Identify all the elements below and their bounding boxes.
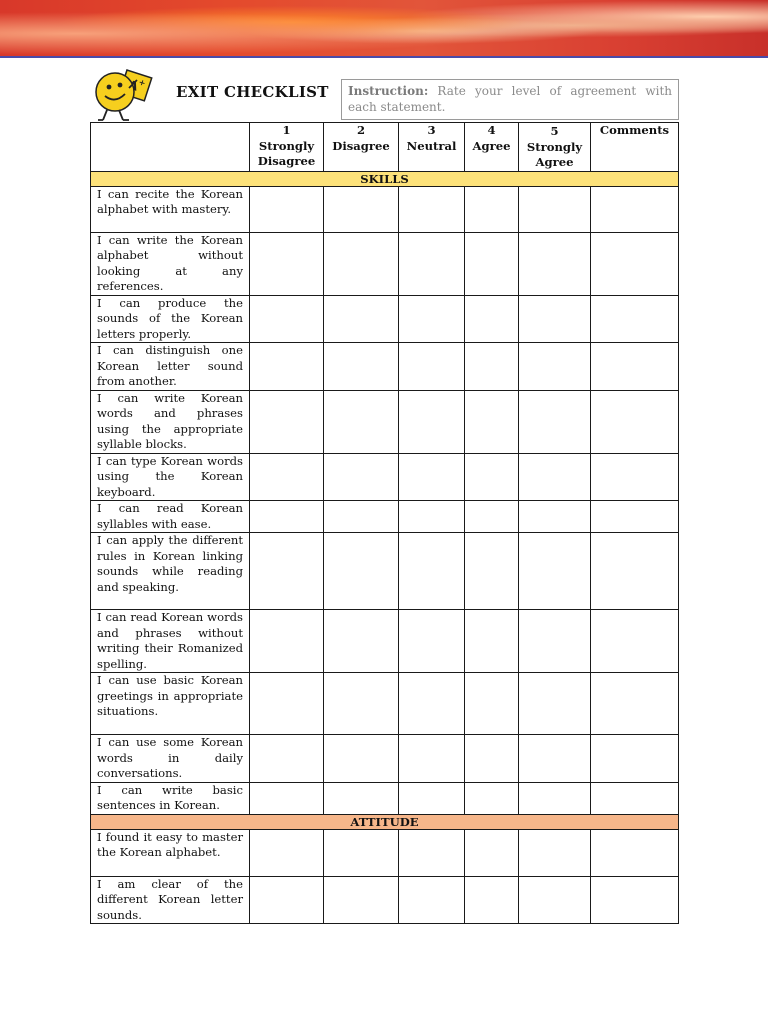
statement-text: I can use some Korean words in daily conversations. bbox=[91, 735, 250, 783]
rating-cell-5[interactable] bbox=[519, 735, 591, 783]
rating-cell-3[interactable] bbox=[399, 829, 465, 876]
instruction-box bbox=[341, 79, 679, 120]
rating-cell-2[interactable] bbox=[324, 343, 399, 391]
statement-row bbox=[91, 186, 679, 232]
rating-cell-4[interactable] bbox=[465, 390, 519, 453]
rating-cell-3[interactable] bbox=[399, 295, 465, 343]
checklist-table bbox=[90, 122, 679, 924]
statement-text: I can use basic Korean greetings in appropriate situations. bbox=[91, 673, 250, 735]
scale-header-3: 3 Neutral bbox=[399, 123, 465, 172]
rating-cell-1[interactable] bbox=[250, 610, 324, 673]
rating-cell-1[interactable] bbox=[250, 876, 324, 924]
rating-cell-1[interactable] bbox=[250, 782, 324, 814]
comments-cell[interactable] bbox=[591, 829, 679, 876]
rating-cell-2[interactable] bbox=[324, 501, 399, 533]
rating-cell-3[interactable] bbox=[399, 673, 465, 735]
rating-cell-2[interactable] bbox=[324, 610, 399, 673]
comments-cell[interactable] bbox=[591, 295, 679, 343]
statement-row bbox=[91, 232, 679, 295]
rating-cell-2[interactable] bbox=[324, 186, 399, 232]
rating-cell-5[interactable] bbox=[519, 876, 591, 924]
rating-cell-5[interactable] bbox=[519, 829, 591, 876]
statement-row bbox=[91, 343, 679, 391]
scale-header-5: 5 Strongly Agree bbox=[519, 123, 591, 172]
statement-row bbox=[91, 876, 679, 924]
rating-cell-2[interactable] bbox=[324, 232, 399, 295]
comments-cell[interactable] bbox=[591, 735, 679, 783]
statement-text: I can write basic sentences in Korean. bbox=[91, 782, 250, 814]
rating-cell-3[interactable] bbox=[399, 533, 465, 610]
statement-text: I can apply the different rules in Korean linking sounds while reading and speaking. bbox=[91, 533, 250, 610]
statement-text: I found it easy to master the Korean alphabet. bbox=[91, 829, 250, 876]
rating-cell-2[interactable] bbox=[324, 782, 399, 814]
rating-cell-2[interactable] bbox=[324, 533, 399, 610]
statement-header-cell bbox=[91, 123, 250, 172]
rating-cell-4[interactable] bbox=[465, 295, 519, 343]
comments-header: Comments bbox=[591, 123, 679, 172]
statement-row bbox=[91, 390, 679, 453]
rating-cell-5[interactable] bbox=[519, 533, 591, 610]
scale-header-4: 4 Agree bbox=[465, 123, 519, 172]
header-banner-photo bbox=[0, 0, 768, 56]
rating-cell-1[interactable] bbox=[250, 186, 324, 232]
header-row bbox=[91, 123, 679, 172]
statement-text: I can write the Korean alphabet without looking at any references. bbox=[91, 232, 250, 295]
rating-cell-1[interactable] bbox=[250, 829, 324, 876]
statement-text: I can write Korean words and phrases using the appropriate syllable blocks. bbox=[91, 390, 250, 453]
rating-cell-4[interactable] bbox=[465, 876, 519, 924]
svg-text:+: + bbox=[137, 77, 147, 89]
rating-cell-3[interactable] bbox=[399, 186, 465, 232]
scale-header-1: 1 Strongly Disagree bbox=[250, 123, 324, 172]
section-label: SKILLS bbox=[91, 171, 679, 186]
rating-cell-5[interactable] bbox=[519, 782, 591, 814]
rating-cell-3[interactable] bbox=[399, 343, 465, 391]
section-header-skills bbox=[91, 171, 679, 186]
instruction-label: Instruction: bbox=[348, 84, 429, 98]
rating-cell-3[interactable] bbox=[399, 782, 465, 814]
rating-cell-1[interactable] bbox=[250, 735, 324, 783]
comments-cell[interactable] bbox=[591, 782, 679, 814]
rating-cell-3[interactable] bbox=[399, 390, 465, 453]
rating-cell-5[interactable] bbox=[519, 501, 591, 533]
statement-text: I can read Korean words and phrases without writing their Romanized spelling. bbox=[91, 610, 250, 673]
rating-cell-4[interactable] bbox=[465, 501, 519, 533]
rating-cell-4[interactable] bbox=[465, 453, 519, 501]
rating-cell-3[interactable] bbox=[399, 876, 465, 924]
rating-cell-3[interactable] bbox=[399, 735, 465, 783]
page-title: EXIT CHECKLIST bbox=[176, 83, 329, 101]
rating-cell-3[interactable] bbox=[399, 453, 465, 501]
rating-cell-1[interactable] bbox=[250, 453, 324, 501]
rating-cell-5[interactable] bbox=[519, 610, 591, 673]
statement-row bbox=[91, 782, 679, 814]
rating-cell-2[interactable] bbox=[324, 735, 399, 783]
instruction-text: Rate your level of agreement with each statement. bbox=[348, 84, 672, 114]
rating-cell-3[interactable] bbox=[399, 610, 465, 673]
rating-cell-4[interactable] bbox=[465, 782, 519, 814]
statement-text: I can read Korean syllables with ease. bbox=[91, 501, 250, 533]
rating-cell-5[interactable] bbox=[519, 390, 591, 453]
rating-cell-2[interactable] bbox=[324, 876, 399, 924]
rating-cell-1[interactable] bbox=[250, 232, 324, 295]
comments-cell[interactable] bbox=[591, 343, 679, 391]
rating-cell-4[interactable] bbox=[465, 673, 519, 735]
statement-row bbox=[91, 735, 679, 783]
rating-cell-1[interactable] bbox=[250, 343, 324, 391]
comments-cell[interactable] bbox=[591, 186, 679, 232]
comments-cell[interactable] bbox=[591, 610, 679, 673]
comments-cell[interactable] bbox=[591, 876, 679, 924]
section-header-attitude bbox=[91, 814, 679, 829]
rating-cell-4[interactable] bbox=[465, 186, 519, 232]
rating-cell-1[interactable] bbox=[250, 673, 324, 735]
smiley-mascot-icon bbox=[93, 68, 163, 124]
rating-cell-1[interactable] bbox=[250, 501, 324, 533]
statement-row bbox=[91, 673, 679, 735]
rating-cell-3[interactable] bbox=[399, 232, 465, 295]
comments-cell[interactable] bbox=[591, 533, 679, 610]
statement-text: I am clear of the different Korean letter sounds. bbox=[91, 876, 250, 924]
rating-cell-2[interactable] bbox=[324, 673, 399, 735]
rating-cell-1[interactable] bbox=[250, 533, 324, 610]
comments-cell[interactable] bbox=[591, 673, 679, 735]
comments-cell[interactable] bbox=[591, 453, 679, 501]
rating-cell-2[interactable] bbox=[324, 453, 399, 501]
rating-cell-4[interactable] bbox=[465, 829, 519, 876]
rating-cell-5[interactable] bbox=[519, 295, 591, 343]
rating-cell-4[interactable] bbox=[465, 735, 519, 783]
rating-cell-4[interactable] bbox=[465, 610, 519, 673]
statement-row bbox=[91, 501, 679, 533]
banner-divider bbox=[0, 56, 768, 58]
statement-row bbox=[91, 295, 679, 343]
rating-cell-5[interactable] bbox=[519, 453, 591, 501]
rating-cell-5[interactable] bbox=[519, 673, 591, 735]
rating-cell-1[interactable] bbox=[250, 295, 324, 343]
statement-row bbox=[91, 610, 679, 673]
comments-cell[interactable] bbox=[591, 232, 679, 295]
rating-cell-4[interactable] bbox=[465, 232, 519, 295]
rating-cell-5[interactable] bbox=[519, 186, 591, 232]
comments-cell[interactable] bbox=[591, 501, 679, 533]
statement-row bbox=[91, 453, 679, 501]
rating-cell-5[interactable] bbox=[519, 343, 591, 391]
statement-row bbox=[91, 533, 679, 610]
statement-text: I can distinguish one Korean letter sound from another. bbox=[91, 343, 250, 391]
rating-cell-5[interactable] bbox=[519, 232, 591, 295]
statement-text: I can produce the sounds of the Korean letters properly. bbox=[91, 295, 250, 343]
statement-text: I can type Korean words using the Korean keyboard. bbox=[91, 453, 250, 501]
statement-text: I can recite the Korean alphabet with mastery. bbox=[91, 186, 250, 232]
rating-cell-3[interactable] bbox=[399, 501, 465, 533]
rating-cell-2[interactable] bbox=[324, 829, 399, 876]
statement-row bbox=[91, 829, 679, 876]
rating-cell-2[interactable] bbox=[324, 295, 399, 343]
scale-header-2: 2 Disagree bbox=[324, 123, 399, 172]
rating-cell-2[interactable] bbox=[324, 390, 399, 453]
comments-cell[interactable] bbox=[591, 390, 679, 453]
section-label: ATTITUDE bbox=[91, 814, 679, 829]
rating-cell-4[interactable] bbox=[465, 533, 519, 610]
rating-cell-4[interactable] bbox=[465, 343, 519, 391]
rating-cell-1[interactable] bbox=[250, 390, 324, 453]
